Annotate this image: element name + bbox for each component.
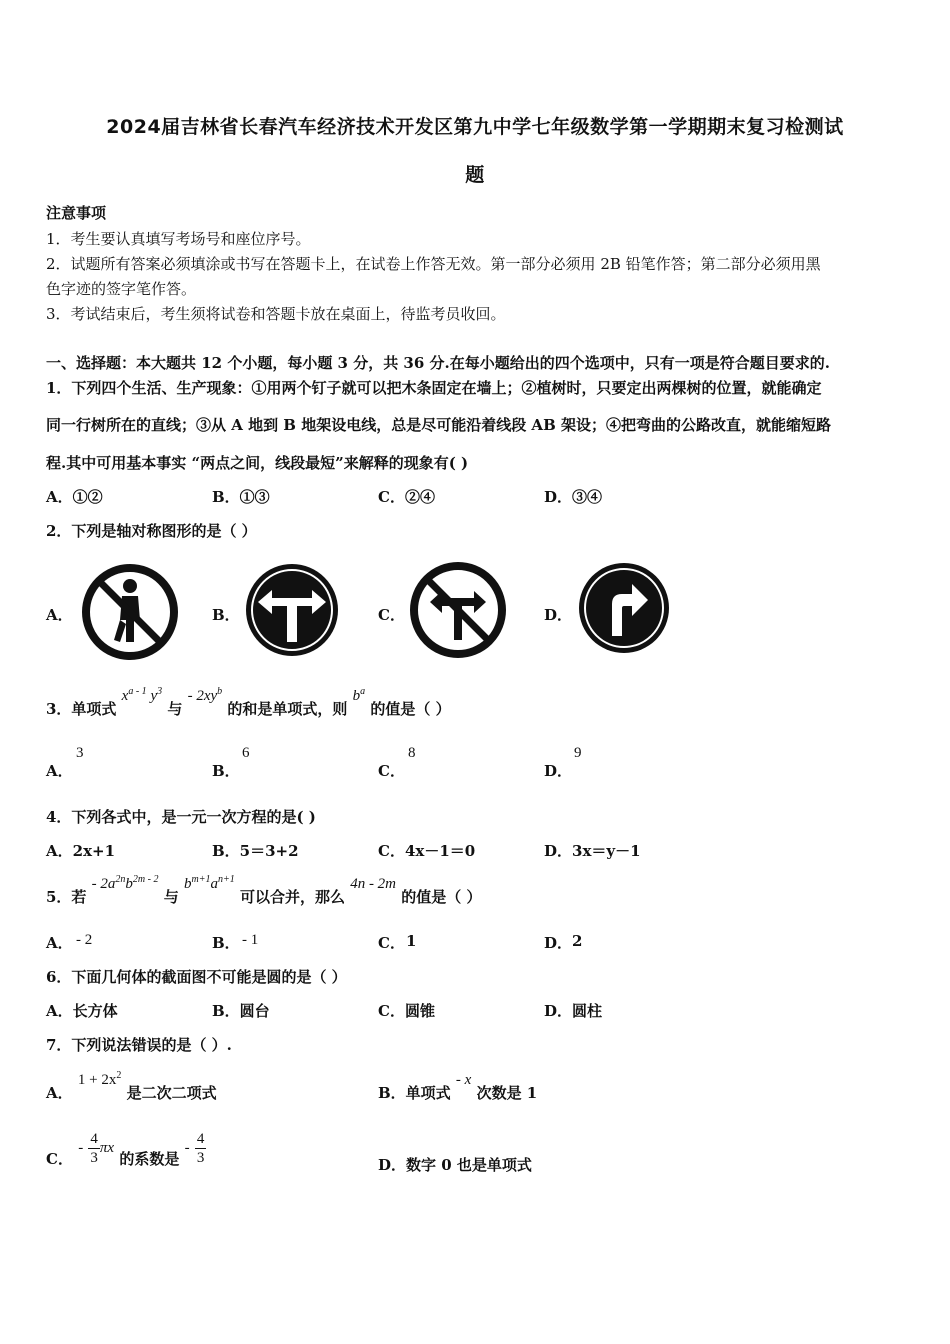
q7-c-den2: 3 <box>196 1150 205 1166</box>
q7-a-label: A． <box>46 1084 73 1102</box>
q2-stem: 2．下列是轴对称图形的是（ ） <box>46 522 257 540</box>
q1-line1: 1．下列四个生活、生产现象：①用两个钉子就可以把木条固定在墙上；②植树时，只要定出两棵树的位置，就能确定 <box>46 379 822 397</box>
q3-value-a: 3 <box>76 745 84 761</box>
left-right-turn-sign-icon <box>242 560 342 660</box>
q3-label-a: A． <box>46 762 73 780</box>
q7-c-minus: - <box>78 1140 84 1156</box>
q5-expr1-b: b <box>125 876 133 892</box>
q5-expr2-a: a <box>210 876 218 892</box>
no-pedestrian-sign-icon <box>78 562 182 662</box>
q5-value-c: 1 <box>406 932 417 950</box>
q3-expr1-base2: y <box>150 688 158 704</box>
q5-value-a: - 2 <box>76 932 93 948</box>
q5-label-c: C． <box>378 934 405 952</box>
q5-expr3: 4n - 2m <box>350 876 397 892</box>
q5-label-b: B． <box>212 934 240 952</box>
section-heading: 一、选择题：本大题共 12 个小题，每小题 3 分，共 36 分.在每小题给出的四个选项中，只有一项是符合题目要求的. <box>46 354 830 372</box>
q6-option-d: D．圆柱 <box>544 1002 603 1020</box>
q3-post: 的和是单项式，则 <box>227 700 348 718</box>
q7-c-label: C． <box>46 1150 73 1168</box>
q4-option-a: A．2x+1 <box>46 842 116 860</box>
no-turn-sign-icon <box>408 560 508 660</box>
q7-a-expr-exp: 2 <box>116 1070 122 1081</box>
q4-stem: 4．下列各式中，是一元一次方程的是( ) <box>46 808 316 826</box>
q7-option-c <box>46 1128 206 1172</box>
q5-label-d: D． <box>544 934 573 952</box>
q3-expr3-exp: a <box>360 686 366 697</box>
q5-post: 可以合并，那么 <box>239 888 345 906</box>
q7-c-den: 3 <box>90 1150 98 1166</box>
q2-label-b: B． <box>212 606 240 624</box>
q1-line3: 程.其中可用基本事实 “两点之间，线段最短”来解释的现象有( ) <box>46 454 469 472</box>
notice-item-2-cont: 色字迹的签字笔作答。 <box>46 280 197 298</box>
q7-stem: 7．下列说法错误的是（ ）. <box>46 1036 232 1054</box>
q7-a-expr <box>78 1072 121 1088</box>
exam-title-line2: 题 <box>465 164 485 186</box>
q7-a-text: 是二次二项式 <box>126 1084 217 1102</box>
q5-expr2 <box>184 876 235 892</box>
q5-stem <box>46 874 482 907</box>
q7-b-text: 次数是 1 <box>476 1084 538 1102</box>
q3-expr1 <box>122 688 162 704</box>
q3-expr1-exp2: 3 <box>157 686 163 697</box>
notice-item-1: 1．考生要认真填写考场号和座位序号。 <box>46 230 311 248</box>
notice-item-3: 3．考试结束后，考生须将试卷和答题卡放在桌面上，待监考员收回。 <box>46 305 506 323</box>
q4-option-c: C．4x－1＝0 <box>378 842 476 860</box>
q1-option-c: C．②④ <box>378 488 435 506</box>
q2-label-a: A． <box>46 606 73 624</box>
q7-a-expr-base: 1 + 2x <box>77 1072 117 1088</box>
q7-c-fraction <box>88 1130 100 1167</box>
q5-expr1-a: - 2a <box>91 876 116 892</box>
q5-expr1 <box>92 876 159 892</box>
q3-expr3 <box>353 688 366 704</box>
q3-pre: 3．单项式 <box>46 700 117 718</box>
q5-label-a: A． <box>46 934 73 952</box>
q6-option-b: B．圆台 <box>212 1002 270 1020</box>
q5-value-b: - 1 <box>242 932 259 948</box>
q6-option-a: A．长方体 <box>46 1002 118 1020</box>
q7-c-tail: πx <box>99 1140 115 1156</box>
q7-c-text: 的系数是 <box>119 1150 180 1168</box>
q3-expr1-base: x <box>121 688 129 704</box>
q5-pre: 5．若 <box>46 888 87 906</box>
q3-label-c: C． <box>378 762 405 780</box>
q1-line2: 同一行树所在的直线；③从 A 地到 B 地架设电线，总是尽可能沿着线段 AB 架设；④把弯曲的公路改直，就能缩短路 <box>46 416 831 434</box>
q7-c-num: 4 <box>90 1131 98 1147</box>
q7-b-label: B．单项式 <box>378 1084 451 1102</box>
q7-c-num2: 4 <box>196 1131 205 1147</box>
q1-option-d: D．③④ <box>544 488 603 506</box>
q3-expr2-base: - 2xy <box>187 688 218 704</box>
q5-mid: 与 <box>163 888 179 906</box>
q4-option-b: B．5＝3+2 <box>212 842 299 860</box>
q2-label-d: D． <box>544 606 573 624</box>
q5-expr2-exp1: m+1 <box>191 874 211 885</box>
q3-expr2 <box>188 688 223 704</box>
q3-expr3-base: b <box>352 688 361 704</box>
q7-b-expr: - x <box>455 1072 472 1088</box>
turn-right-sign-icon <box>576 560 672 656</box>
q5-expr2-exp2: n+1 <box>217 874 235 885</box>
q3-label-b: B． <box>212 762 240 780</box>
notice-item-2: 2．试题所有答案必须填涂或书写在答题卡上，在试卷上作答无效。第一部分必须用 2B 铅笔作答；第二部分必须用黑 <box>46 255 821 273</box>
q5-end: 的值是（ ） <box>401 888 482 906</box>
q1-option-b: B．①③ <box>212 488 270 506</box>
q4-option-d: D．3x＝y－1 <box>544 842 641 860</box>
q3-expr1-exp: a - 1 <box>128 686 147 697</box>
q5-expr1-exp1: 2n <box>115 874 126 885</box>
q3-value-d: 9 <box>574 745 582 761</box>
q7-option-b <box>378 1072 538 1103</box>
q3-end: 的值是（ ） <box>370 700 451 718</box>
q5-expr1-exp2: 2m - 2 <box>132 874 159 885</box>
q6-option-c: C．圆锥 <box>378 1002 435 1020</box>
q2-label-c: C． <box>378 606 405 624</box>
q7-c-fraction2 <box>195 1130 207 1167</box>
notice-heading: 注意事项 <box>46 204 107 222</box>
q3-label-d: D． <box>544 762 573 780</box>
q5-expr2-b: b <box>183 876 192 892</box>
q3-value-c: 8 <box>408 745 416 761</box>
q7-c-minus2: - <box>184 1140 190 1156</box>
q3-value-b: 6 <box>242 745 250 761</box>
q6-stem: 6．下面几何体的截面图不可能是圆的是（ ） <box>46 968 347 986</box>
q7-option-d: D．数字 0 也是单项式 <box>378 1156 532 1174</box>
q1-option-a: A．①② <box>46 488 103 506</box>
q3-expr2-exp: b <box>217 686 223 697</box>
exam-title-line1: 2024届吉林省长春汽车经济技术开发区第九中学七年级数学第一学期期末复习检测试 <box>106 116 844 138</box>
q7-option-a <box>46 1070 217 1103</box>
q5-value-d: 2 <box>572 932 583 950</box>
q3-mid: 与 <box>167 700 183 718</box>
q3-stem <box>46 686 451 719</box>
